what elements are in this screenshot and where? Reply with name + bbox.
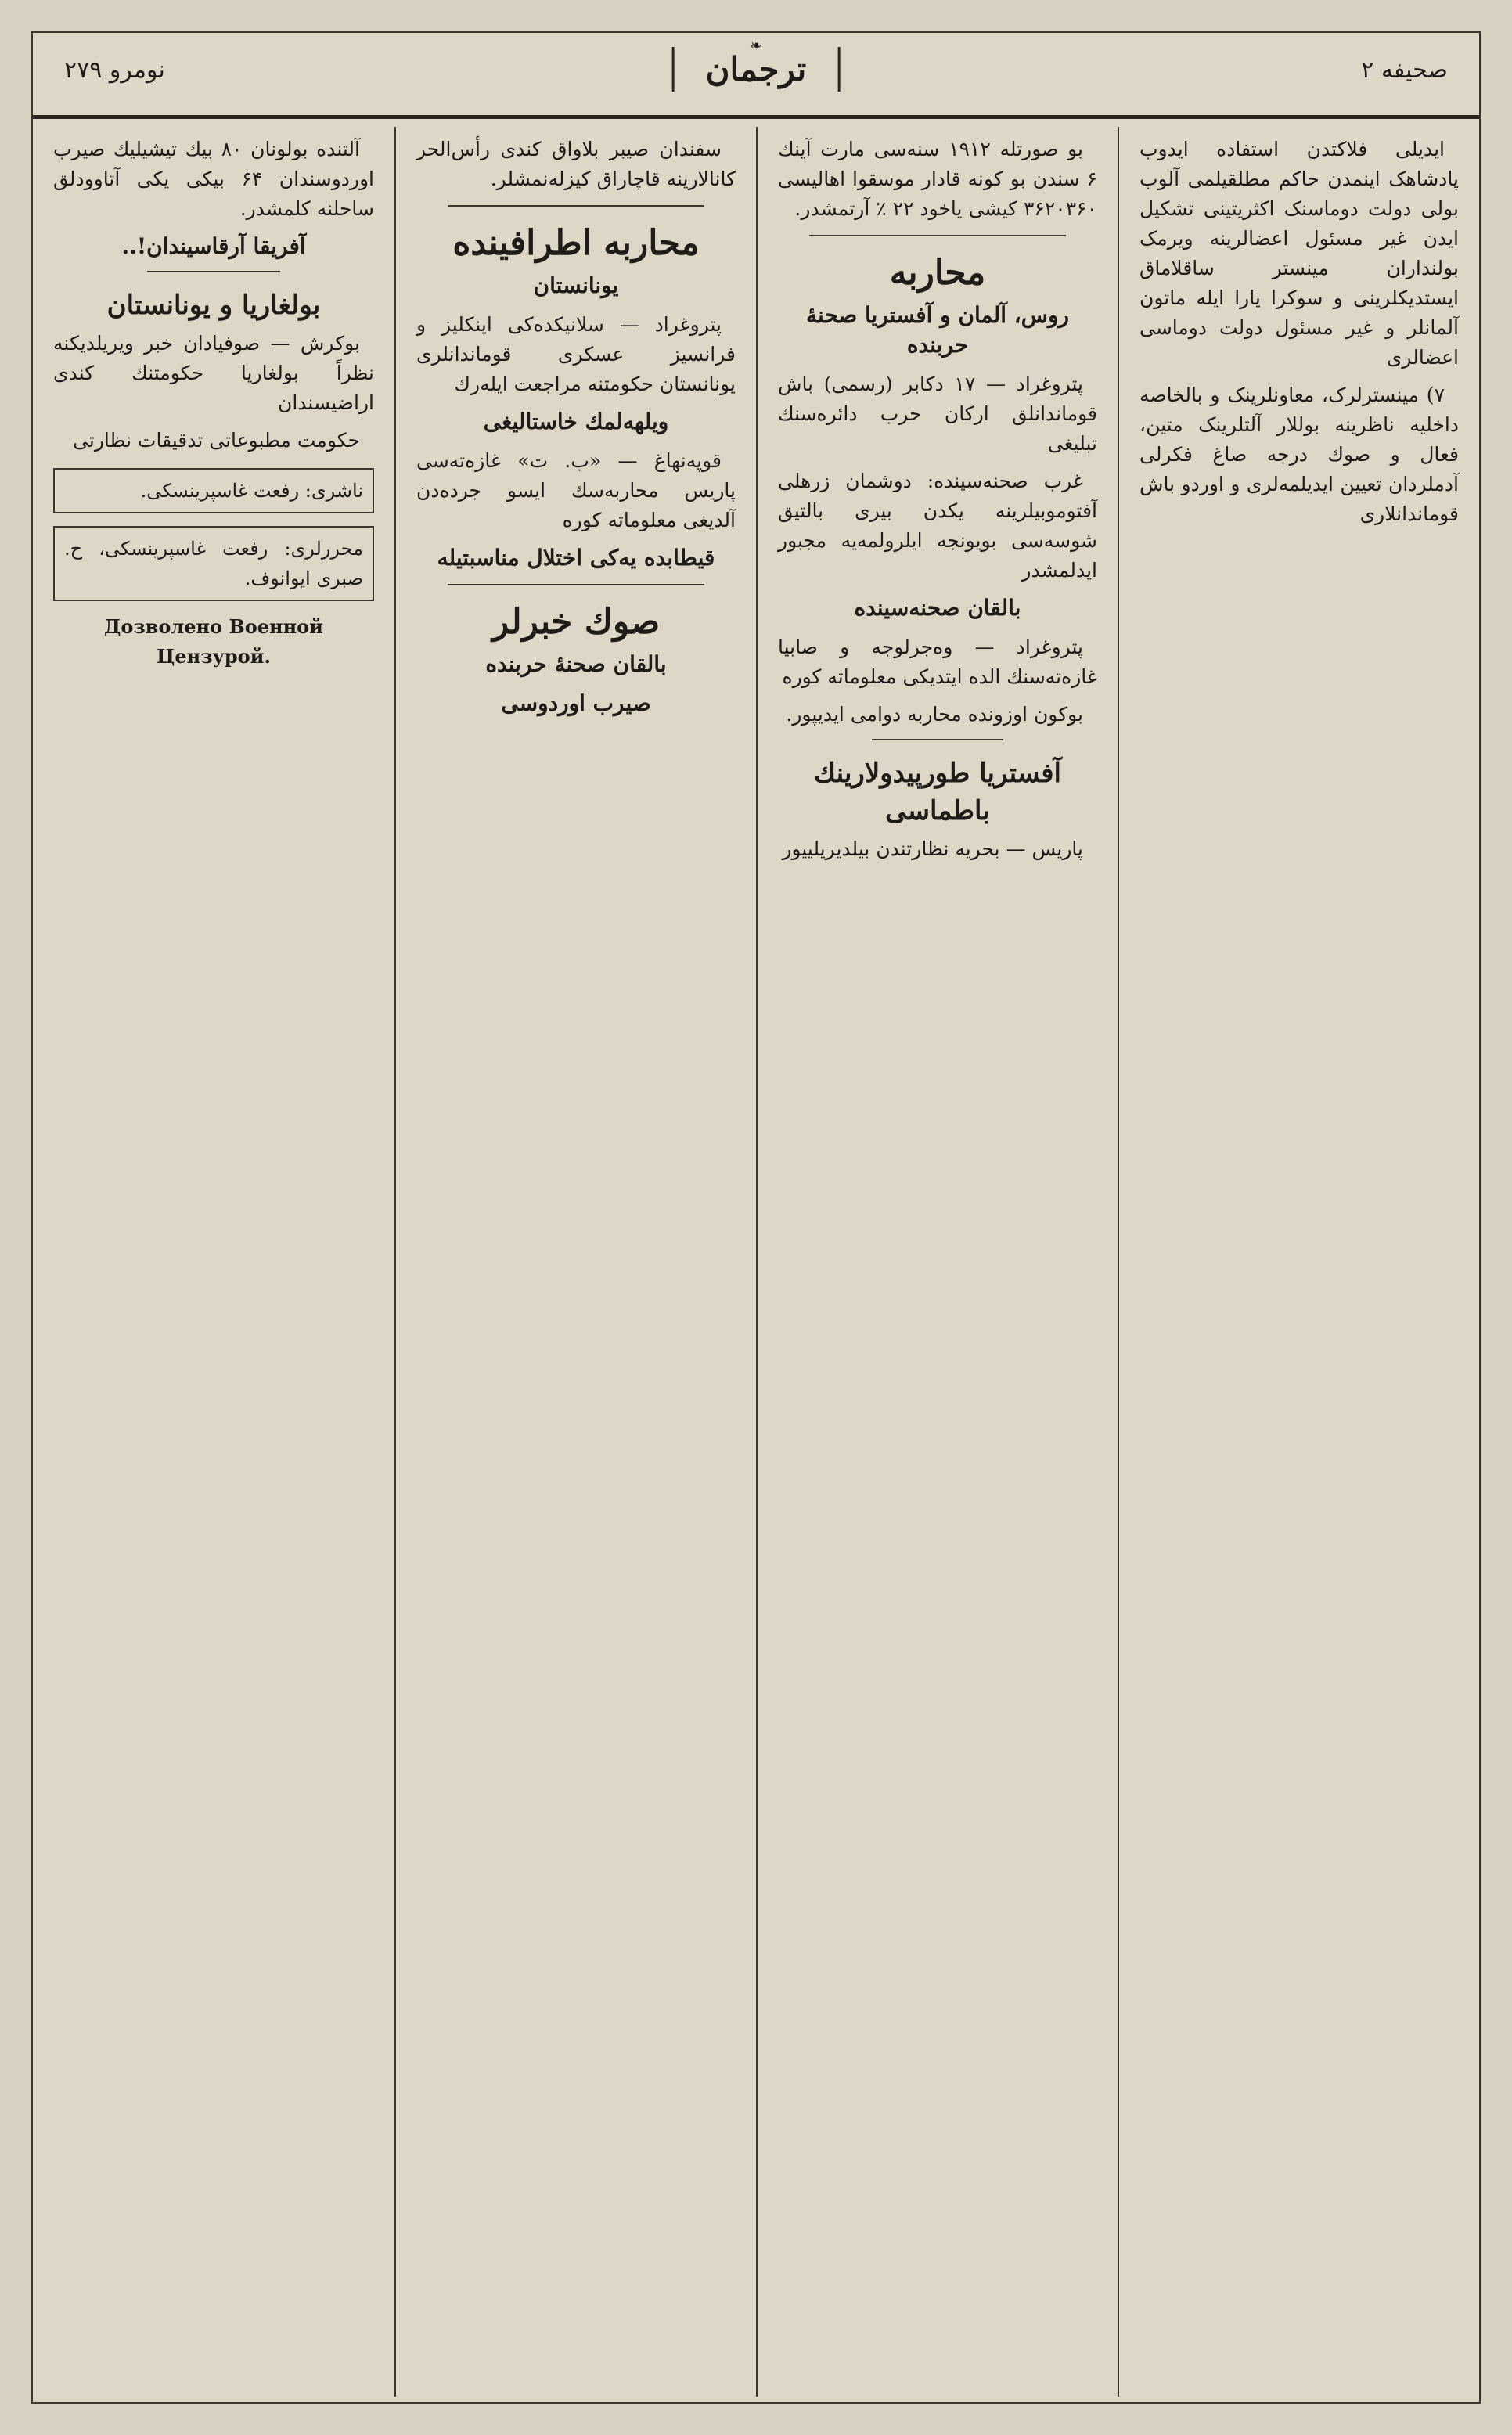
section-headline: محاربه: [889, 253, 986, 293]
paragraph: بوکون اوزونده محاربه دوامی ایدیپور.: [786, 703, 1083, 726]
paragraph: بوکرش — صوفیادان خبر ویریلدیکنه نظراً بولغاریا حکومتنك کندی اراضیسندان: [53, 332, 374, 414]
publisher-line: ناشری: رفعت غاسپرینسکی.: [140, 480, 363, 502]
paragraph: ایدیلی فلاکتدن استفاده ایدوب پادشاهک اینمدن حاکم مطلقیلمی آلوب بولی دولت دوماسنک اکثریتینی تشکیل ایدن غیر مسئول اعضالرینه ویرمک بولنداران مینستر ساقلاماق ایستدیکلرینی و سوکرا یارا ایله ماتون آلمانلر و غیر مسئول دولت دوماسی اعضالری: [1139, 138, 1459, 369]
paragraph: پتروغراد — وه‌جرلوجه و صابیا غازه‌ته‌سنك الده ایتدیکی معلوماته کوره: [778, 636, 1097, 688]
section-subheadline: روس، آلمان و آفستریا صحنهٔ حربنده: [805, 302, 1070, 358]
section-subheadline: بالقان صحنه‌سینده: [854, 595, 1021, 621]
section-subheadline: صیرب اوردوسی: [501, 690, 651, 716]
article-headline: بولغاریا و یونانستان: [106, 290, 321, 321]
paragraph: ۷) مینسترلرک، معاونلرینک و بالخاصه داخلیه ناظرینه بوللار آلتلرینک متین، فعال و صوك درجه صاغ فكرلی آدملردان تعیین ایدیلمه‌لری و اوردو باش قوماندانلاری: [1139, 384, 1459, 525]
column-2: [756, 127, 1118, 2397]
divider: [809, 235, 1066, 236]
paragraph: بو صورتله ۱۹۱۲ سنه‌سی مارت آینك ۶ سندن بو کونه قادار موسقوا اهالیسی ۳۶۲۰۳۶۰ کیشی یاخود ۲۲ ٪ آرتمشدر.: [778, 138, 1097, 220]
paragraph: آلتنده بولونان ۸۰ بیك تیشیلیك صیرب اوردوسندان ۶۴ بیكی یکی آتاوودلق ساحلنه کلمشدر.: [53, 138, 374, 220]
section-headline: صوك خبرلر: [491, 602, 661, 642]
section-subheadline: یونانستان: [533, 272, 619, 298]
paragraph: غرب صحنه‌سینده: دوشمان زرهلی آفتوموبیلرینه یکدن بیری بالتیق شوسه‌سی بویونجه ایلرولمه‌یه مجبور ایدلمشدر: [778, 470, 1097, 582]
divider: [147, 271, 280, 272]
section-subheadline: قیطابده یه‌كی اختلال مناسبتیله: [437, 545, 715, 571]
paragraph: سفندان صیبر بلاواق کندی رأس‌الحر کانالارینه قاچاراق کیزله‌نمشلر.: [416, 138, 736, 190]
ornament-icon: ❧: [750, 38, 762, 54]
divider: [448, 205, 704, 207]
divider: [872, 739, 1003, 740]
censor-stamp: Дозволено Военной Цензурой.: [104, 615, 323, 668]
issue-number: نومرو ۲۷۹: [64, 56, 165, 84]
masthead: [33, 33, 1479, 119]
editors-box: [53, 526, 374, 601]
paragraph: پاریس — بحریه نظارتندن بیلدیریلییور: [782, 837, 1083, 860]
article-headline: آفستریا طورپیدولارینك باطماسی: [814, 758, 1061, 827]
page-number: صحیفه ۲: [1361, 56, 1448, 84]
section-headline: محاربه اطرافینده: [452, 223, 700, 263]
paragraph: حکومت مطبوعاتی تدقیقات نظارتی: [73, 429, 360, 452]
newspaper-title: ترجمان: [672, 47, 841, 92]
paragraph: پتروغراد — سلانیکده‌کی اینکلیز و فرانسیز عسکری قوماندانلری یونانستان حکومتنه مراجعت ایله‌رك: [416, 313, 736, 395]
section-subheadline: بالقان صحنهٔ حربنده: [485, 651, 667, 677]
section-subheadline: آفریقا آرقاسیندان!..: [121, 233, 306, 259]
divider: [448, 584, 704, 585]
publisher-box: [53, 468, 374, 513]
editors-line: محررلری: رفعت غاسپرینسکی، ح. صبری ایوانوف.: [64, 538, 363, 589]
section-subheadline: ویلهه‌لمك خاستالیغی: [483, 409, 669, 434]
column-4: [33, 127, 394, 2397]
paragraph: پتروغراد — ۱۷ دکابر (رسمی) باش قوماندانلق ارکان حرب دائره‌سنك تبلیغی: [778, 373, 1097, 455]
paragraph: قوپه‌نهاغ — «ب. ت» غازه‌ته‌سی پاریس محاربه‌سك ایسو جرده‌دن آلدیغی معلوماته کوره: [416, 449, 736, 531]
column-1: [1118, 127, 1479, 2397]
columns: [33, 127, 1479, 2397]
column-3: [394, 127, 756, 2397]
newspaper-page: [31, 31, 1481, 2404]
